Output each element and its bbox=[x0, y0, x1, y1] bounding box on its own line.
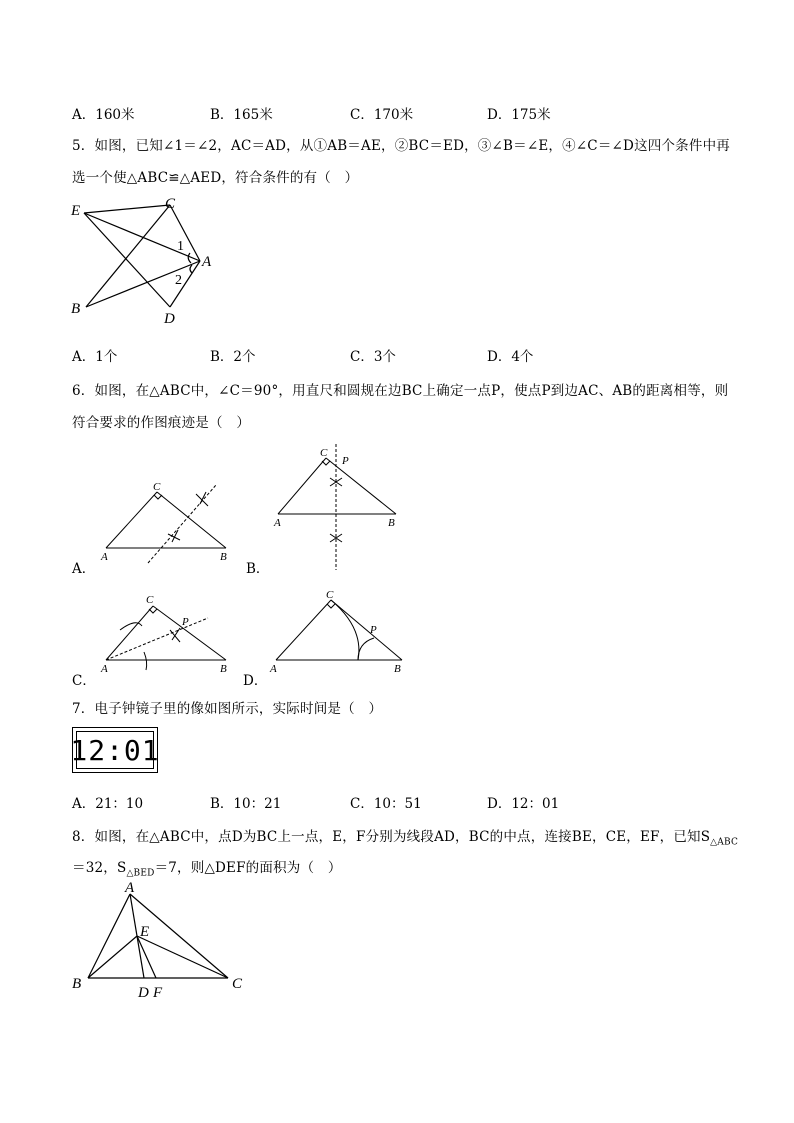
q5-label-2: 2 bbox=[175, 273, 182, 288]
q4-option-a: A．160米 bbox=[72, 107, 135, 123]
q7-option-d: D．12：01 bbox=[487, 796, 560, 812]
q4-option-c: C．170米 bbox=[350, 107, 414, 123]
q8-line2a: ＝32，S bbox=[72, 860, 127, 876]
q6d-label-b: B bbox=[394, 663, 401, 675]
q6d-label-a: A bbox=[270, 663, 277, 675]
mirror-clock bbox=[72, 727, 158, 773]
q6a-label-a: A bbox=[101, 551, 108, 563]
q6b-label-a: A bbox=[274, 517, 281, 529]
q5-text-line2: 选一个使△ABC≌△AED，符合条件的有（ ） bbox=[72, 170, 359, 186]
q5-label-d: D bbox=[164, 311, 175, 327]
q6-figure-c bbox=[96, 590, 236, 680]
q8-text-line1 bbox=[72, 825, 738, 848]
q5-text-line1: 5．如图，已知∠1＝∠2，AC＝AD，从①AB＝AE，②BC＝ED，③∠B＝∠E，④∠C＝∠D这四个条件中再 bbox=[72, 138, 730, 154]
q6-option-d: D． bbox=[243, 673, 268, 689]
q6-option-b: B． bbox=[246, 561, 270, 577]
q5-figure bbox=[66, 195, 226, 330]
q6b-label-c: C bbox=[320, 447, 328, 459]
q8-label-f: F bbox=[153, 985, 163, 1000]
q6-text-line2: 符合要求的作图痕迹是（ ） bbox=[72, 415, 251, 431]
q6a-label-b: B bbox=[220, 551, 227, 563]
q5-label-c: C bbox=[165, 196, 176, 212]
q6a-label-c: C bbox=[153, 481, 161, 493]
q6b-label-p: P bbox=[342, 455, 349, 467]
q6b-label-b: B bbox=[388, 517, 395, 529]
q8-line2b: ＝7，则△DEF的面积为（ ） bbox=[154, 860, 342, 876]
q6-option-a: A． bbox=[72, 561, 96, 577]
q6c-label-b: B bbox=[220, 663, 227, 675]
q6d-label-c: C bbox=[326, 589, 334, 601]
q6d-label-p: P bbox=[370, 624, 377, 636]
q8-label-d: D bbox=[138, 985, 149, 1000]
q5-option-b: B．2个 bbox=[210, 349, 256, 365]
q8-figure bbox=[68, 878, 258, 1000]
q7-option-c: C．10：51 bbox=[350, 796, 422, 812]
q5-option-c: C．3个 bbox=[350, 349, 396, 365]
q6-figure-b bbox=[270, 442, 410, 572]
q5-label-a: A bbox=[202, 254, 212, 270]
q5-label-e: E bbox=[71, 203, 81, 219]
q8-sub-abc: △ABC bbox=[710, 837, 739, 848]
q6c-label-p: P bbox=[182, 616, 189, 628]
q8-label-b: B bbox=[72, 976, 82, 992]
q4-option-b: B．165米 bbox=[210, 107, 273, 123]
q4-option-d: D．175米 bbox=[487, 107, 551, 123]
q6-figure-d bbox=[266, 588, 416, 678]
q8-text-line2 bbox=[72, 856, 342, 879]
q8-label-e: E bbox=[140, 924, 150, 940]
q5-label-1: 1 bbox=[177, 239, 184, 254]
q8-sub-bed: △BED bbox=[126, 868, 155, 879]
q5-option-a: A．1个 bbox=[72, 349, 118, 365]
q8-line1-text: 8．如图，在△ABC中，点D为BC上一点，E，F分别为线段AD，BC的中点，连接BE，CE，EF，已知S bbox=[72, 829, 711, 845]
q7-option-b: B．10：21 bbox=[210, 796, 282, 812]
q5-option-d: D．4个 bbox=[487, 349, 534, 365]
q6-figure-a bbox=[96, 480, 236, 565]
q7-option-a: A．21：10 bbox=[72, 796, 144, 812]
q6c-label-c: C bbox=[146, 594, 154, 606]
q5-label-b: B bbox=[71, 301, 81, 317]
mirror-clock-display: 12:01 bbox=[76, 731, 154, 769]
q8-label-c: C bbox=[232, 976, 243, 992]
q6c-label-a: A bbox=[101, 663, 108, 675]
q6-text-line1: 6．如图，在△ABC中，∠C＝90°，用直尺和圆规在边BC上确定一点P，使点P到边AC、AB的距离相等，则 bbox=[72, 383, 729, 399]
q7-text-line1: 7．电子钟镜子里的像如图所示，实际时间是（ ） bbox=[72, 701, 383, 717]
q6-option-c: C． bbox=[72, 673, 96, 689]
q8-label-a: A bbox=[125, 880, 135, 896]
